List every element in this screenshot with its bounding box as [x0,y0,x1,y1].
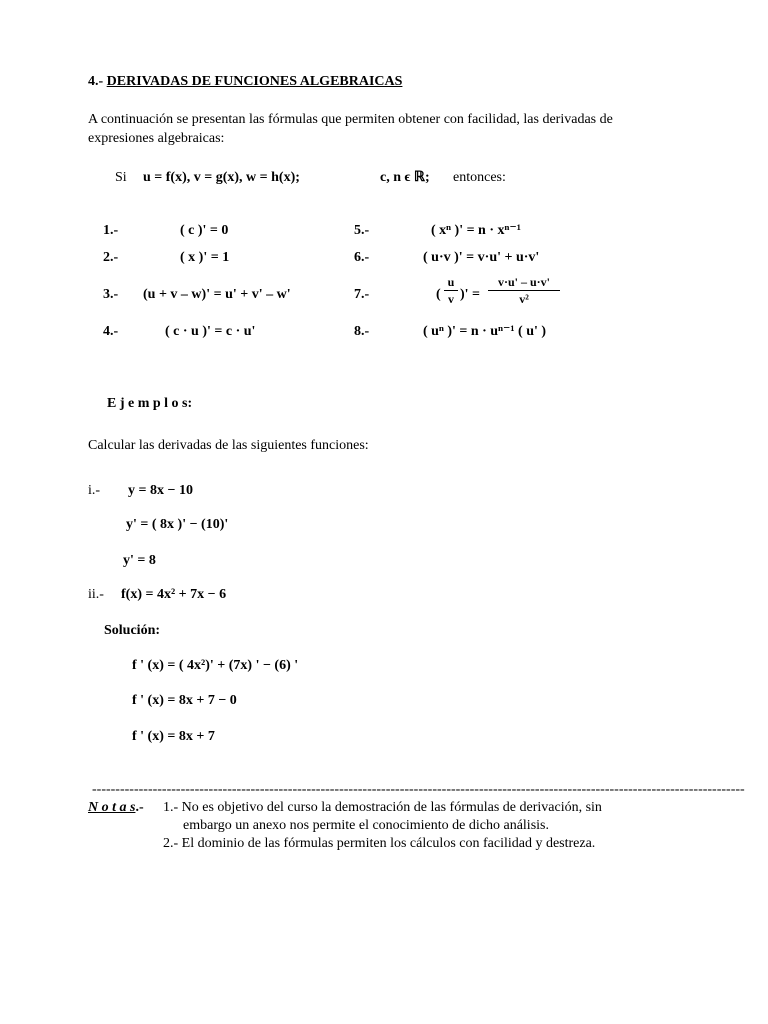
formula-8-expression: ( uⁿ )' = n · uⁿ⁻¹ ( u' ) [423,324,547,339]
formula-2-number: 2.- [103,250,119,265]
formula-6-expression: ( u·v )' = v·u' + u·v' [423,250,540,265]
formula-1-expression: ( c )' = 0 [180,223,229,238]
section-heading [88,74,402,90]
example-1-line-3: y' = 8 [123,553,156,568]
formula-7-right-paren: )' = [460,287,481,302]
notes-label-suffix: .- [135,800,144,815]
formula-3-number: 3.- [103,287,119,302]
note-item-1: 1.- No es objetivo del curso la demostración de las fórmulas de derivación, sin [163,800,602,815]
formula-5-expression: ( xⁿ )' = n · xⁿ⁻¹ [431,223,521,238]
formula-3-expression: (u + v – w)' = u' + v' – w' [143,287,291,302]
intro-line-2: expresiones algebraicas: [88,131,225,146]
intro-line-1: A continuación se presentan las fórmulas que permiten obtener con facilidad, las derivadas de [88,112,613,127]
calc-prompt: Calcular las derivadas de las siguientes funciones: [88,438,369,453]
notes-label-text: N o t a s [88,800,136,815]
fraction-bar [488,290,560,291]
note-item-1-continued: embargo un anexo nos permite el conocimiento de dicho análisis. [183,818,549,833]
example-2-line-2: f ' (x) = ( 4x²)' + (7x) ' − (6) ' [132,658,299,673]
formula-8-number: 8.- [354,324,370,339]
example-1-line-1: y = 8x − 10 [128,483,193,498]
example-2-label: ii.- [88,587,104,602]
example-1-label: i.- [88,483,101,498]
solution-label: Solución: [104,623,161,638]
conditions-definitions: u = f(x), v = g(x), w = h(x); [143,170,300,185]
formula-7-fraction-numerator: u [447,275,455,289]
formula-6-number: 6.- [354,250,370,265]
formula-7-left-paren: ( [436,287,441,302]
separator-line: -------------------------------------------------------------------------------------------------------------------------------------------- [92,782,745,797]
formula-7-rhs-numerator: v·u' – u·v' [497,275,551,289]
example-2-line-4: f ' (x) = 8x + 7 [132,729,215,744]
note-item-2: 2.- El dominio de las fórmulas permiten los cálculos con facilidad y destreza. [163,836,596,851]
example-1-line-2: y' = ( 8x )' − (10)' [126,517,229,532]
formula-1-number: 1.- [103,223,119,238]
fraction-bar [444,290,458,291]
examples-title: E j e m p l o s: [107,396,193,411]
conditions-constants: c, n ϵ ℝ; [380,170,430,185]
section-number: 4.- [88,74,107,89]
notes-label [88,800,144,816]
formula-7-fraction [444,276,458,305]
formula-7-rhs-fraction [488,276,560,305]
conditions-si: Si [115,170,127,185]
formula-2-expression: ( x )' = 1 [180,250,230,265]
formula-7-number: 7.- [354,287,370,302]
formula-5-number: 5.- [354,223,370,238]
example-2-line-3: f ' (x) = 8x + 7 − 0 [132,693,237,708]
example-2-line-1: f(x) = 4x² + 7x − 6 [121,587,227,602]
conditions-entonces: entonces: [453,170,506,185]
formula-7-fraction-denominator: v [448,292,454,306]
formula-4-expression: ( c · u )' = c · u' [165,324,256,339]
section-title: DERIVADAS DE FUNCIONES ALGEBRAICAS [106,74,403,89]
formula-4-number: 4.- [103,324,119,339]
formula-7-rhs-denominator: v² [519,292,529,306]
